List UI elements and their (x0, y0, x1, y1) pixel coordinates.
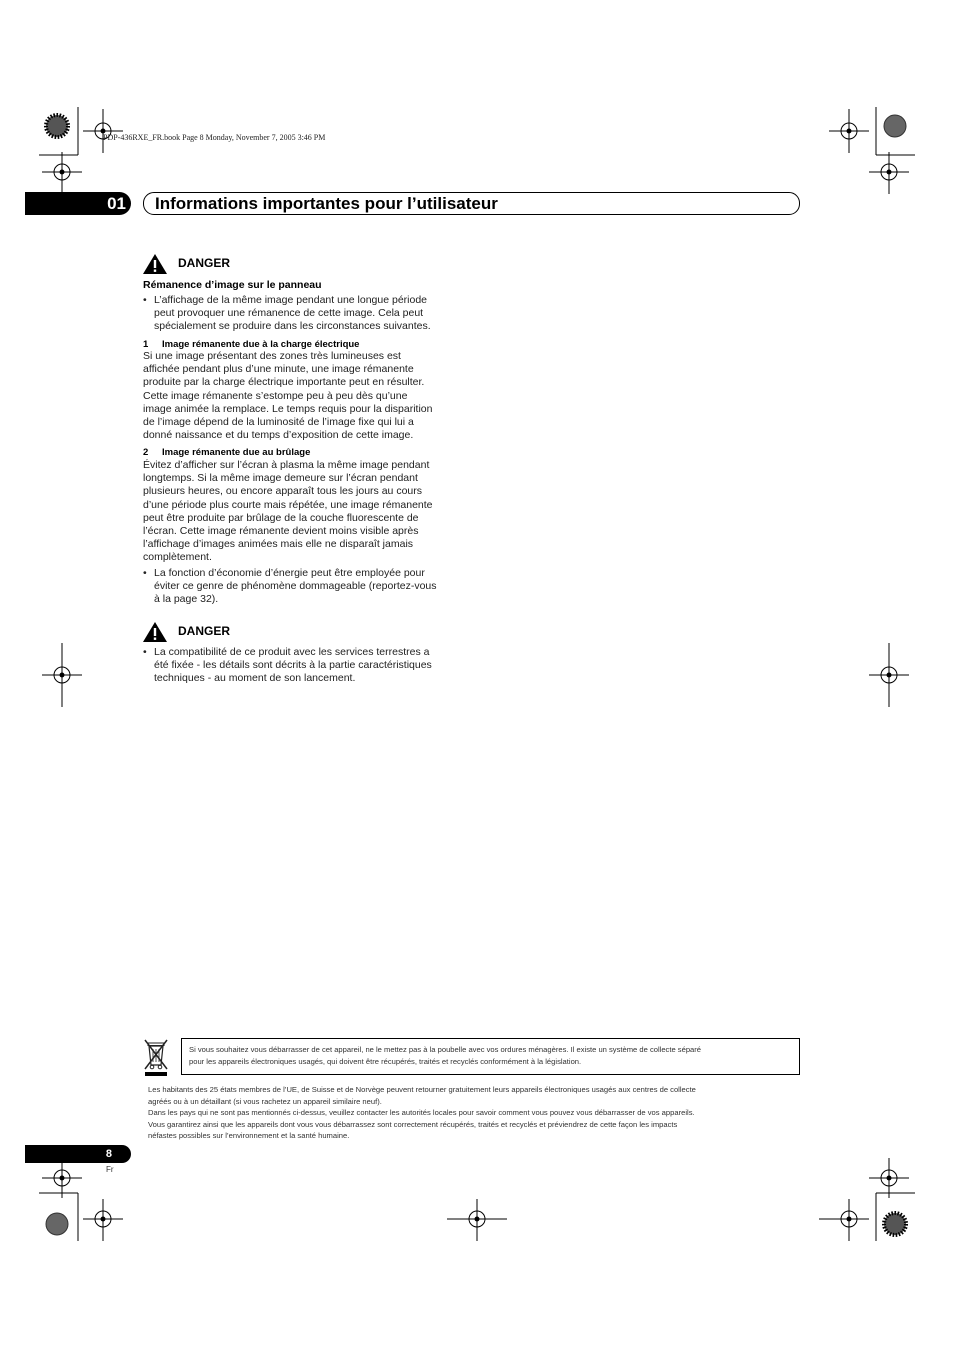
bullet-item (143, 294, 473, 334)
danger-label: DANGER (178, 256, 231, 270)
section-subheading: Rémanence d’image sur le panneau (143, 279, 322, 291)
text-line: plusieurs heures, ou encore apparaît tous les jours au cours (143, 485, 422, 498)
numbered-heading (143, 447, 310, 458)
chapter-title: Informations importantes pour l’utilisateur (155, 194, 498, 213)
heading-title: Image rémanente due au brûlage (162, 447, 311, 458)
text-line: Les habitants des 25 états membres de l’UE, de Suisse et de Norvège peuvent retourner gratuitement leurs appareils électroniques usagés aux centres de collecte (148, 1085, 696, 1094)
heading-number: 1 (143, 339, 149, 350)
text-line: Cette image rémanente s’estompe peu à peu dès qu’une (143, 389, 408, 402)
heading-title: Image rémanente due à la charge électrique (162, 339, 360, 350)
color-wheel-icon (884, 1213, 906, 1235)
text-line: Si une image présentant des zones très lumineuses est (143, 350, 401, 362)
text-line: éviter ce genre de phénomène dommageable (reportez-vous (154, 580, 437, 593)
registration-target-icon (869, 643, 909, 707)
text-line: techniques - au moment de son lancement. (154, 672, 356, 685)
registration-target-icon (83, 1199, 123, 1241)
page-language: Fr (106, 1165, 114, 1174)
text-line: L’affichage de la même image pendant une longue période (154, 294, 428, 306)
disposal-notice-text (189, 1044, 794, 1067)
text-line: l’écran. Cette image rémanente devient moins visible après (143, 525, 419, 538)
paragraph (143, 350, 473, 442)
registration-target-icon (869, 1158, 909, 1198)
text-line: Évitez d’afficher sur l’écran à plasma la même image pendant (143, 459, 430, 471)
bullet-icon: • (143, 294, 147, 306)
text-line: image animée la remplace. Le temps requis pour la disparition (143, 402, 433, 415)
registration-target-icon (869, 152, 909, 194)
chapter-number: 01 (107, 194, 126, 213)
bullet-icon: • (143, 567, 147, 579)
text-line: d’une période plus courte mais répétée, une image rémanente (143, 498, 433, 511)
text-line: peut être produite par brûlage de la couche fluorescente de (143, 511, 419, 524)
text-line: Si vous souhaitez vous débarrasser de cet appareil, ne le mettez pas à la poubelle avec vos ordures ménagères. Il existe un système de collecte séparé (189, 1045, 702, 1054)
bullet-item (143, 646, 473, 686)
registration-target-icon (447, 1199, 507, 1241)
text-line: à la page 32). (154, 593, 219, 606)
paragraph (143, 459, 473, 565)
text-line: La compatibilité de ce produit avec les services terrestres a (154, 646, 430, 658)
disposal-info-paragraph (148, 1084, 798, 1142)
bullet-icon: • (143, 646, 147, 658)
registration-target-icon (83, 109, 123, 153)
registration-target-icon (42, 1158, 82, 1198)
text-line: complètement. (143, 551, 212, 564)
text-line: spécialement se produire dans les circonstances suivantes. (154, 320, 431, 333)
text-line: affichée pendant plus d’une minute, une image rémanente (143, 363, 414, 376)
text-line: agréés ou à un détaillant (si vous rachetez un appareil similaire neuf). (148, 1096, 382, 1106)
text-line: peut provoquer une rémanence de cette image. Cela peut (154, 307, 424, 320)
text-line: l’affichage d’images animées mais elle ne disparaît jamais (143, 538, 414, 551)
numbered-heading (143, 339, 359, 350)
text-line: néfastes possibles sur l’environnement et la santé humaine. (148, 1131, 350, 1140)
bullet-item (143, 567, 473, 607)
warning-triangle-icon (142, 621, 168, 643)
text-line: Dans les pays qui ne sont pas mentionnés ci-dessus, veuillez contacter les autorités locales pour savoir comment vous pouvez vous débarrasser de vos appareils. (148, 1108, 695, 1117)
text-line: produite par la charge électrique importante peut en résulter. (143, 376, 425, 389)
heading-number: 2 (143, 447, 149, 458)
color-wheel-icon (46, 115, 68, 137)
danger-label: DANGER (178, 624, 231, 638)
text-line: donné naissance et du temps d’exposition de cette image. (143, 429, 414, 442)
page-number: 8 (105, 1148, 112, 1160)
crossed-out-wheelie-bin-icon (142, 1038, 172, 1078)
color-wheel-icon (884, 115, 906, 137)
registration-target-icon (829, 109, 869, 153)
text-line: pour les appareils électroniques usagés, qui doivent être récupérés, traités et recyclés conformément à la législation. (189, 1056, 582, 1066)
text-line: La fonction d’économie d’énergie peut être employée pour (154, 567, 425, 579)
page-number-tab (25, 1145, 131, 1163)
print-header: PDP-436RXE_FR.book Page 8 Monday, November 7, 2005 3:46 PM (103, 133, 326, 142)
registration-target-icon (42, 643, 82, 707)
text-line: Vous garantirez ainsi que les appareils dont vous vous débarrassez sont correctement récupérés, traités et recyclés et préviendrez de cette façon les impacts (148, 1119, 678, 1129)
registration-target-icon (42, 152, 82, 194)
text-line: été fixée - les détails sont décrits à la partie caractéristiques (154, 659, 432, 672)
color-wheel-icon (46, 1213, 68, 1235)
text-line: de l’image dépend de la luminosité de l’image fixe qui lui a (143, 416, 414, 429)
warning-triangle-icon (142, 253, 168, 275)
registration-target-icon (819, 1199, 869, 1241)
text-line: longtemps. Si la même image demeure sur l’écran pendant (143, 472, 418, 485)
